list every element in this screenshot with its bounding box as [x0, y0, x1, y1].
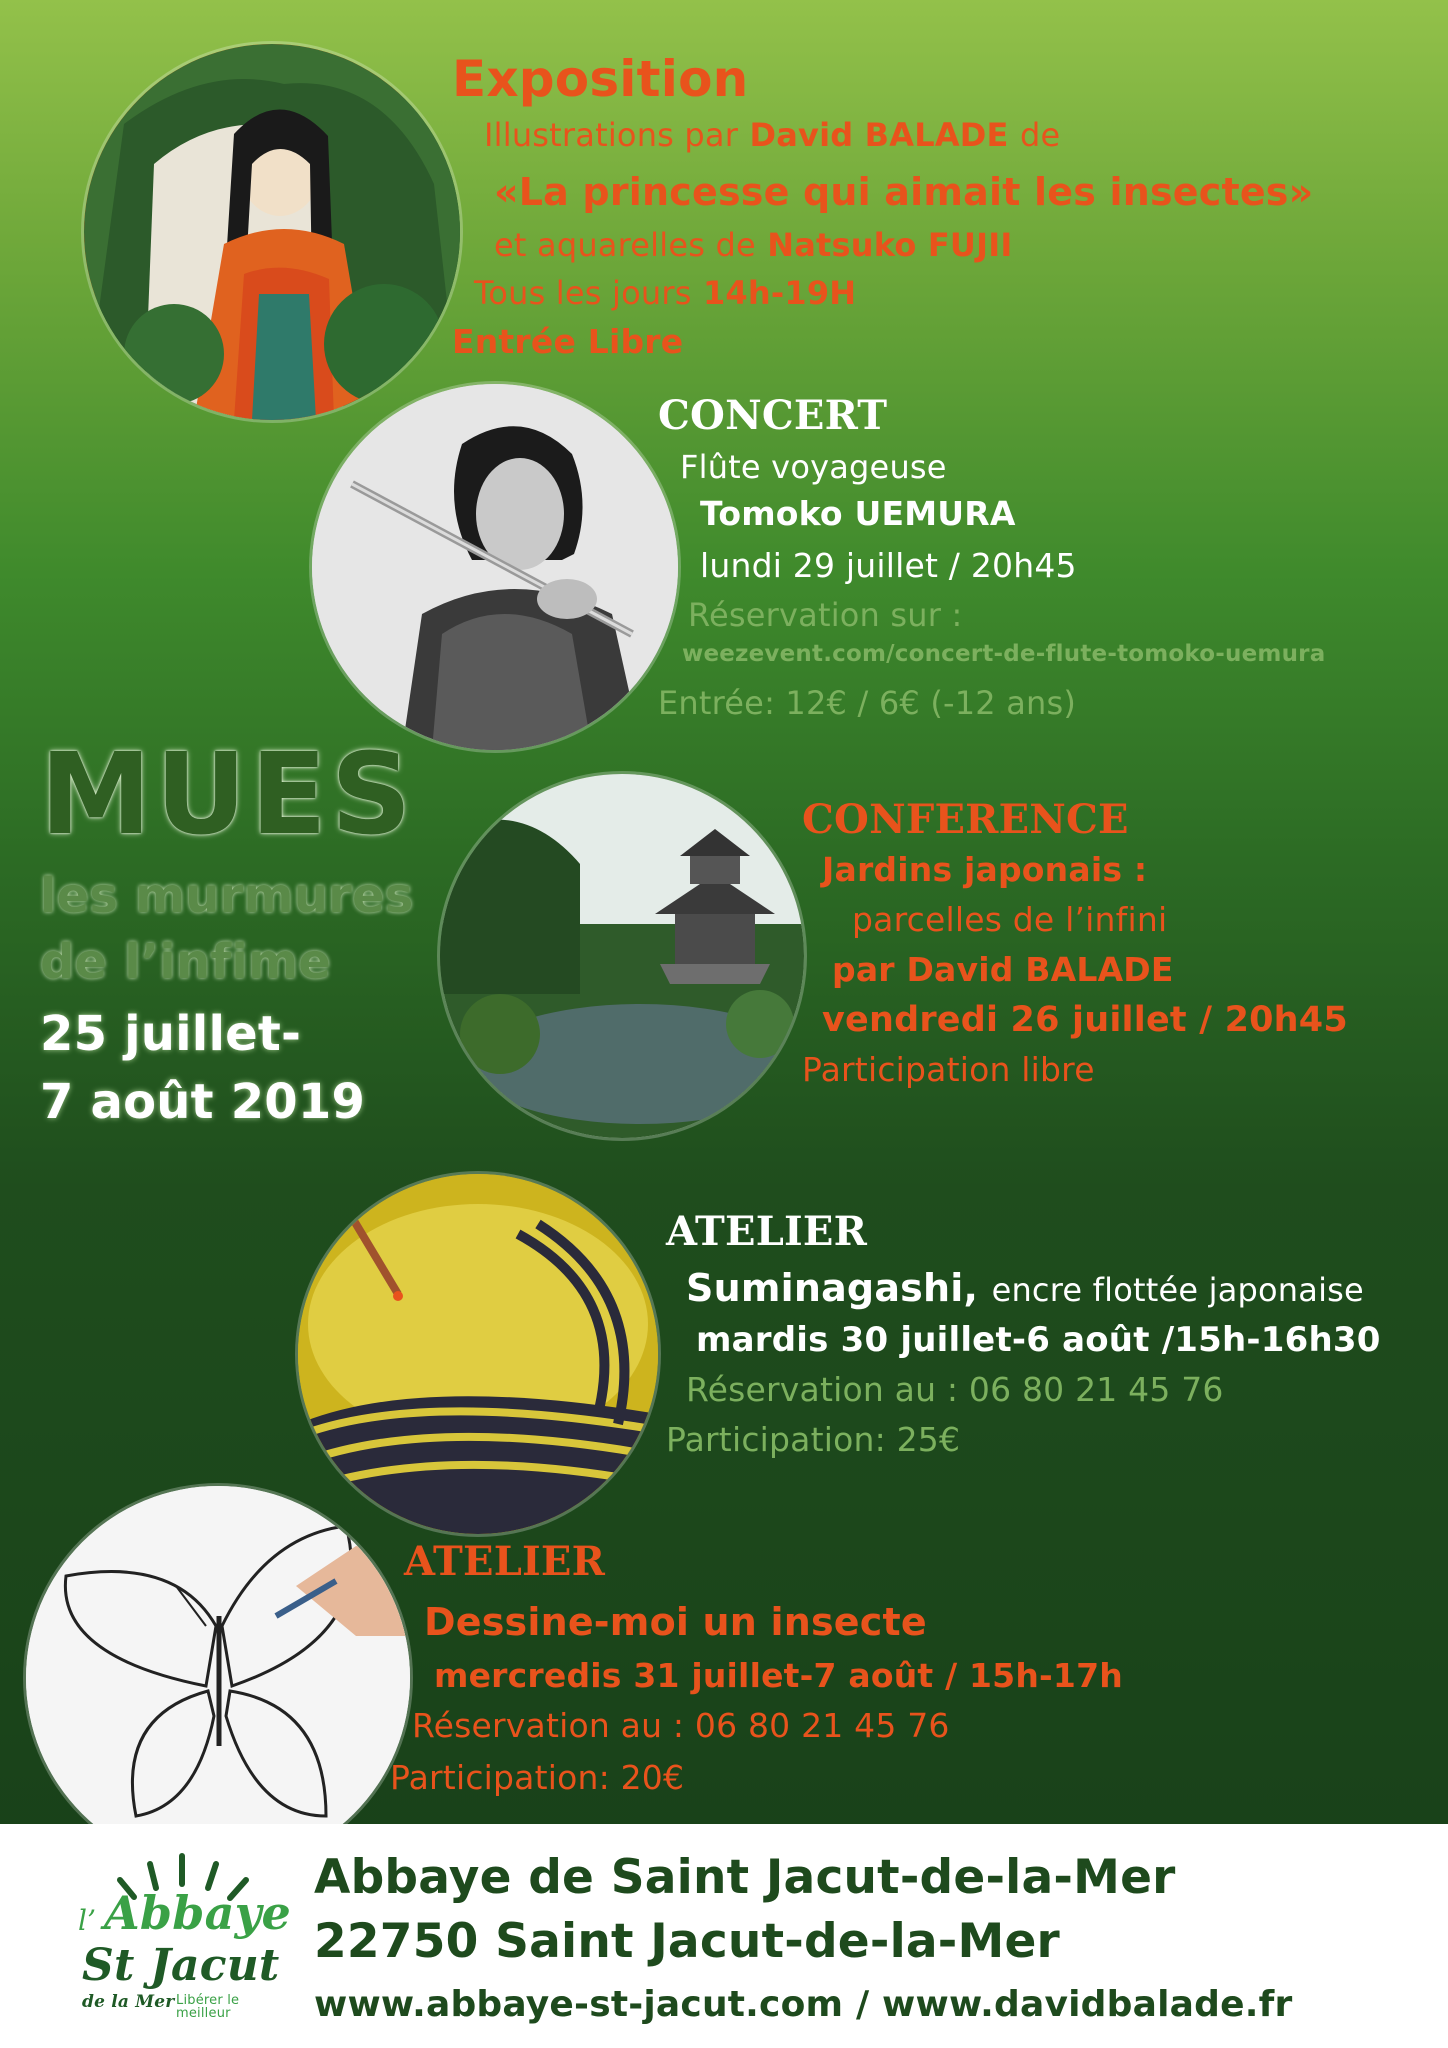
- atelier1-desc: encre flottée japonaise: [991, 1271, 1364, 1309]
- expo-hours-value: 14h-19H: [702, 274, 857, 312]
- atelier2-reserve: Réservation au : 06 80 21 45 76: [412, 1706, 950, 1745]
- atelier2-price: Participation: 20€: [390, 1758, 685, 1797]
- conference-heading: CONFERENCE: [802, 796, 1129, 843]
- logo-st-jacut: St Jacut: [82, 1940, 280, 1991]
- atelier1-date: mardis 30 juillet-6 août /15h-16h30: [696, 1320, 1381, 1360]
- concert-reserve-label: Réservation sur :: [688, 596, 963, 634]
- butterfly-drawing: [26, 1486, 410, 1870]
- concert-date: lundi 29 juillet / 20h45: [700, 546, 1077, 585]
- atelier1-name: Suminagashi,: [686, 1266, 979, 1310]
- concert-price: Entrée: 12€ / 6€ (-12 ans): [658, 684, 1077, 722]
- mues-subtitle-2: de l’infime: [40, 934, 332, 990]
- expo-hours-pre: Tous les jours: [474, 274, 692, 312]
- princess-illustration: [84, 44, 460, 420]
- expo-watercolor-artist: Natsuko FUJII: [767, 226, 1013, 264]
- expo-artist: David BALADE: [749, 116, 1009, 154]
- footer-address-2: 22750 Saint Jacut-de-la-Mer: [314, 1914, 1060, 1969]
- conference-price: Participation libre: [802, 1050, 1095, 1089]
- conference-speaker: par David BALADE: [832, 950, 1174, 989]
- atelier1-heading: ATELIER: [666, 1208, 868, 1255]
- expo-line3-pre: et aquarelles de: [494, 226, 756, 264]
- atelier1-reserve: Réservation au : 06 80 21 45 76: [686, 1370, 1224, 1409]
- logo-abbaye: Abbaye: [104, 1886, 292, 1940]
- expo-entry: Entrée Libre: [452, 322, 684, 361]
- logo-tagline: Libérer le meilleur: [176, 1993, 240, 2021]
- expo-hours: [474, 274, 856, 312]
- expo-line1: [484, 116, 1060, 154]
- expo-book-title: «La princesse qui aimait les insectes»: [494, 170, 1314, 214]
- japanese-garden-photo: [440, 774, 804, 1138]
- footer-address-1: Abbaye de Saint Jacut-de-la-Mer: [314, 1850, 1176, 1905]
- expo-line1-post: de: [1019, 116, 1061, 154]
- concert-subtitle: Flûte voyageuse: [680, 448, 947, 486]
- logo-de-la-mer: de la Mer: [82, 1992, 175, 2012]
- footer-websites[interactable]: www.abbaye-st-jacut.com / www.davidbalade.fr: [314, 1984, 1293, 2025]
- abbaye-logo: [64, 1842, 292, 2032]
- conference-date: vendredi 26 juillet / 20h45: [822, 1000, 1348, 1040]
- mues-title: MUES: [40, 730, 416, 860]
- mues-date-2: 7 août 2019: [40, 1074, 366, 1130]
- concert-artist: Tomoko UEMURA: [700, 494, 1016, 533]
- atelier1-price: Participation: 25€: [666, 1420, 961, 1459]
- suminagashi-photo: [298, 1174, 658, 1534]
- concert-reserve-link[interactable]: weezevent.com/concert-de-flute-tomoko-uemura: [682, 641, 1326, 667]
- mues-date-1: 25 juillet-: [40, 1006, 302, 1062]
- flutist-photo: [312, 384, 678, 750]
- conference-title-2: parcelles de l’infini: [852, 900, 1168, 939]
- logo-l: l’: [78, 1904, 97, 1937]
- atelier2-name: Dessine-moi un insecte: [424, 1600, 927, 1644]
- expo-line3: [494, 226, 1012, 264]
- mues-subtitle-1: les murmures: [40, 868, 414, 924]
- atelier2-date: mercredis 31 juillet-7 août / 15h-17h: [434, 1656, 1123, 1695]
- atelier1-title: [686, 1266, 1364, 1310]
- footer: [0, 1824, 1448, 2048]
- concert-heading: CONCERT: [658, 392, 888, 439]
- conference-title-1: Jardins japonais :: [822, 850, 1148, 889]
- expo-line1-pre: Illustrations par: [484, 116, 739, 154]
- atelier2-heading: ATELIER: [404, 1538, 606, 1585]
- expo-title: Exposition: [452, 50, 749, 108]
